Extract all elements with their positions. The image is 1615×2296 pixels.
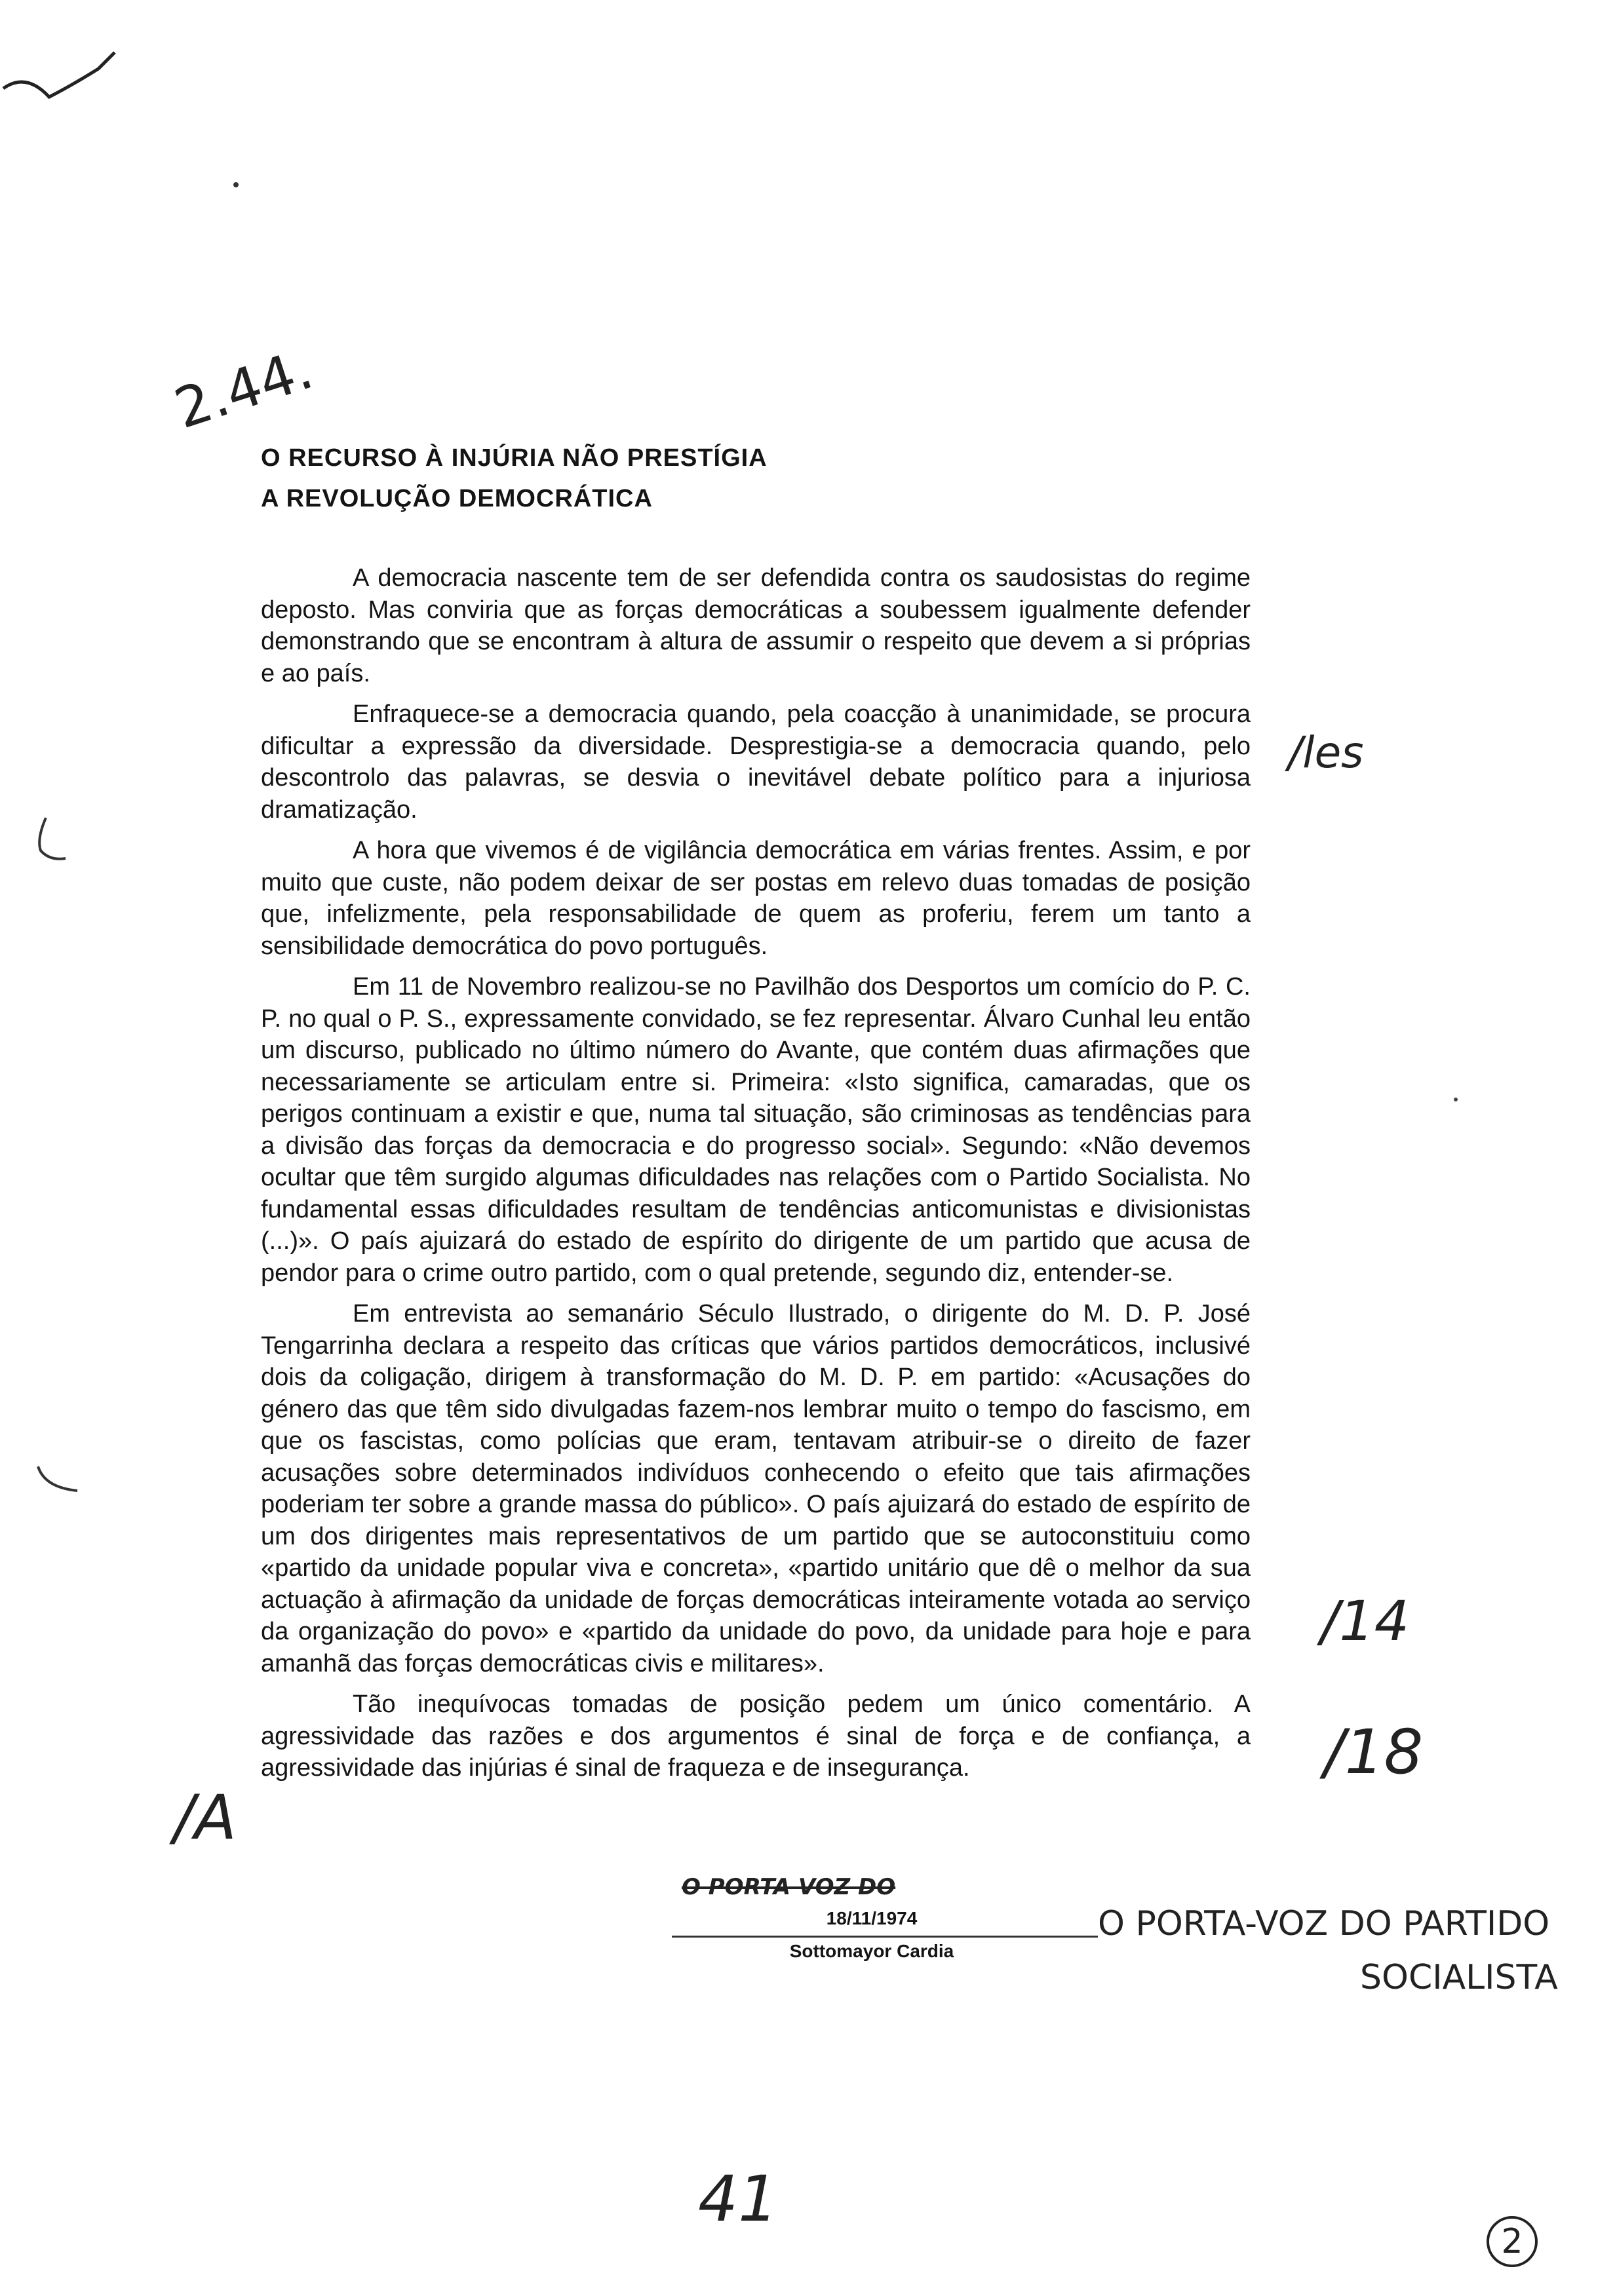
document-title xyxy=(261,438,768,519)
margin-note-a: /A xyxy=(174,1782,237,1854)
paragraph-3: A hora que vivemos é de vigilância democrática em várias frentes. Assim, e por muito que custe, não podem deixar de ser postas em relevo duas tomadas de posição que, infelizmente, pela responsabilidade de quem as proferiu, ferem um tanto a sensibilidade democrática do povo português. xyxy=(261,837,1251,960)
margin-mark-1 xyxy=(31,813,71,865)
stray-dot xyxy=(233,182,239,187)
signature-note-line-1: O PORTA-VOZ DO PARTIDO xyxy=(1098,1904,1550,1943)
signature-author: Sottomayor Cardia xyxy=(789,1941,954,1961)
struck-signature-line: O PORTA VOZ DO xyxy=(682,1874,896,1900)
handwritten-bottom-mark: 41 xyxy=(698,2162,779,2236)
margin-note-18: /18 xyxy=(1324,1717,1424,1788)
margin-note-les: /les xyxy=(1288,727,1364,778)
paragraph-1: A democracia nascente tem de ser defendida contra os saudosistas do regime deposto. Mas conviria que as forças democráticas a soubessem igualmente defender demonstrando que se encontram à altura de assumir o respeito que devem a si próprias e ao país. xyxy=(261,564,1251,687)
handwritten-signature-note xyxy=(1098,1897,1558,2004)
circled-page-number: 2 xyxy=(1487,2216,1538,2267)
stray-dot-right xyxy=(1454,1098,1458,1101)
title-line-1: O RECURSO À INJÚRIA NÃO PRESTÍGIA xyxy=(261,444,768,472)
paragraph-2: Enfraquece-se a democracia quando, pela coacção à unanimidade, se procura dificultar a expressão da diversidade. Desprestigia-se a democracia quando, pelo descontrolo das palavras, se desvia o inevitável debate político para a injuriosa dramatização. xyxy=(261,700,1251,824)
signature-rule xyxy=(672,1936,1098,1938)
signature-note-line-2: SOCIALISTA xyxy=(1360,1958,1558,1997)
title-line-2: A REVOLUÇÃO DEMOCRÁTICA xyxy=(261,485,653,512)
paragraph-6: Tão inequívocas tomadas de posição pedem um único comentário. A agressividade das razões e dos argumentos é sinal de força e de confiança, a agressividade das injúrias é sinal de fraqueza e de insegurança. xyxy=(261,1691,1251,1782)
paragraph-4: Em 11 de Novembro realizou-se no Pavilhão dos Desportos um comício do P. C. P. no qual o P. S., expressamente convidado, se fez representar. Álvaro Cunhal leu então um discurso, publicado no último número do Avante, que contém duas afirmações que necessariamente se articulam entre si. Primeira: «Isto significa, camaradas, que os perigos continuam a existir e que, numa tal situação, são criminosas as tendências para a divisão das forças da democracia e do progresso social». Segundo: «Não devemos ocultar que têm surgido algumas dificuldades nas relações com o Partido Socialista. No fundamental essas dificuldades resultam de tendências anticomunistas e divisionistas (...)». O país ajuizará do estado de espírito do dirigente de um partido que acusa de pendor para o crime outro partido, com o qual pretende, segundo diz, entender-se. xyxy=(261,973,1251,1287)
document-body xyxy=(261,562,1251,1793)
margin-mark-2 xyxy=(31,1461,84,1501)
paragraph-5: Em entrevista ao semanário Século Ilustrado, o dirigente do M. D. P. José Tengarrinha declara a respeito das críticas que vários partidos democráticos, inclusivé dois da coligação, dirigem à transformação do M. D. P. em partido: «Acusações do género das que têm sido divulgadas fazem-nos lembrar muito o tempo do fascismo, em que os fascistas, como polícias que eram, tentavam atribuir-se o direito de fazer acusações sobre determinados indivíduos conhecendo o efeito que tais afirmações poderiam ter sobre a grande massa do público». O país ajuizará do estado de espírito de um dos dirigentes mais representativos de um partido que se autoconstituiu como «partido da unidade popular viva e concreta», «partido unitário que dê o melhor da sua actuação à afirmação da unidade de forças democráticas inteiramente votada ao serviço da organização do povo» e «partido da unidade do povo, da unidade para hoje e para amanhã das forças democráticas civis e militares». xyxy=(261,1300,1251,1677)
margin-note-14: /14 xyxy=(1321,1589,1410,1653)
handwritten-reference-number: 2.44. xyxy=(167,336,321,442)
corner-pen-mark xyxy=(0,26,131,105)
signature-date: 18/11/1974 xyxy=(826,1908,918,1928)
